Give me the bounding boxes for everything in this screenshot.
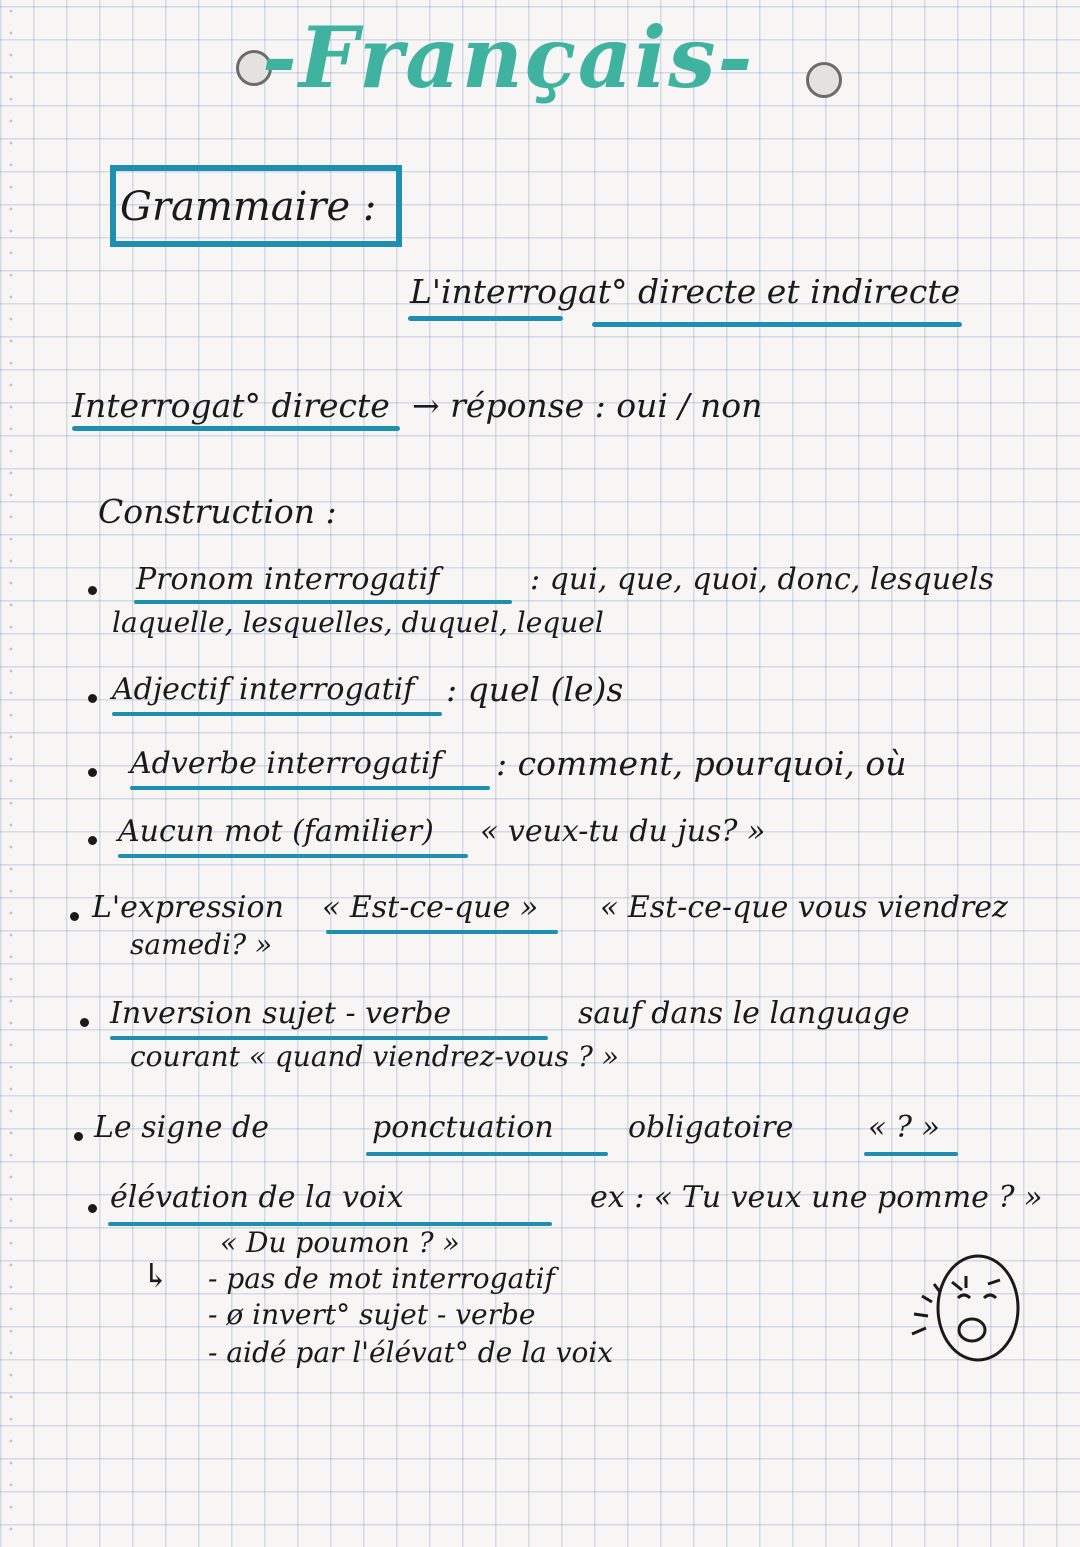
bullet-1 xyxy=(88,586,97,595)
signe-text: obligatoire xyxy=(628,1110,794,1145)
expression-line2: samedi? » xyxy=(130,928,273,961)
adverbe-text: : comment, pourquoi, où xyxy=(496,744,907,783)
perforation-margin xyxy=(8,0,14,1547)
expression-text: « Est-ce-que vous viendrez xyxy=(600,890,1008,925)
adjectif-text: : quel (le)s xyxy=(446,670,624,709)
bullet-4 xyxy=(88,836,97,845)
subtitle-underline-2 xyxy=(592,322,962,327)
sub-point-3: - aidé par l'élévat° de la voix xyxy=(208,1336,614,1369)
adverbe-term: Adverbe interrogatif xyxy=(130,746,442,781)
construction-label: Construction : xyxy=(98,492,337,531)
bullet-8 xyxy=(88,1204,97,1213)
bullet-6 xyxy=(80,1018,89,1027)
expression-term: « Est-ce-que » xyxy=(322,890,539,925)
inversion-text: sauf dans le language xyxy=(578,996,910,1031)
signe-term: ponctuation xyxy=(372,1110,554,1145)
adjectif-underline xyxy=(112,712,442,716)
signe-mark: « ? » xyxy=(868,1110,940,1145)
sub-point-1: - pas de mot interrogatif xyxy=(208,1262,555,1295)
pronom-text: : qui, que, quoi, donc, lesquels xyxy=(530,562,994,597)
expression-lead: L'expression xyxy=(92,890,284,925)
bullet-5 xyxy=(70,912,79,921)
aucun-term: Aucun mot (familier) xyxy=(118,814,434,849)
aucun-text: « veux-tu du jus? » xyxy=(480,814,766,849)
bullet-3 xyxy=(88,768,97,777)
direct-heading-underline xyxy=(72,426,400,431)
adverbe-underline xyxy=(130,786,490,790)
inversion-term: Inversion sujet - verbe xyxy=(110,996,452,1031)
lesson-subtitle: L'interrogat° directe et indirecte xyxy=(410,272,961,311)
inversion-line2: courant « quand viendrez-vous ? » xyxy=(130,1040,619,1073)
signe-mark-underline xyxy=(864,1152,958,1156)
aucun-underline xyxy=(118,854,468,858)
adjectif-term: Adjectif interrogatif xyxy=(112,672,415,707)
elevation-text: ex : « Tu veux une pomme ? » xyxy=(590,1180,1043,1215)
elevation-example2: « Du poumon ? » xyxy=(220,1226,460,1259)
bullet-7 xyxy=(74,1132,83,1141)
expression-underline xyxy=(326,930,558,934)
bullet-2 xyxy=(88,694,97,703)
pronom-term: Pronom interrogatif xyxy=(136,562,440,597)
section-label: Grammaire : xyxy=(120,184,377,230)
binder-hole-right xyxy=(806,62,842,98)
signe-lead: Le signe de xyxy=(94,1110,269,1145)
pronom-line2: laquelle, lesquelles, duquel, lequel xyxy=(112,606,604,639)
page-title: -Français- xyxy=(262,8,755,107)
direct-heading: Interrogat° directe xyxy=(72,386,390,425)
shouting-face-icon xyxy=(900,1240,1030,1380)
subtitle-underline-1 xyxy=(408,316,563,321)
signe-underline xyxy=(366,1152,608,1156)
pronom-underline xyxy=(134,600,512,604)
elevation-term: élévation de la voix xyxy=(110,1180,404,1215)
direct-answer: → réponse : oui / non xyxy=(412,386,763,425)
sub-point-2: - ø invert° sujet - verbe xyxy=(208,1298,536,1331)
arrow-symbol: ↳ xyxy=(142,1256,170,1295)
